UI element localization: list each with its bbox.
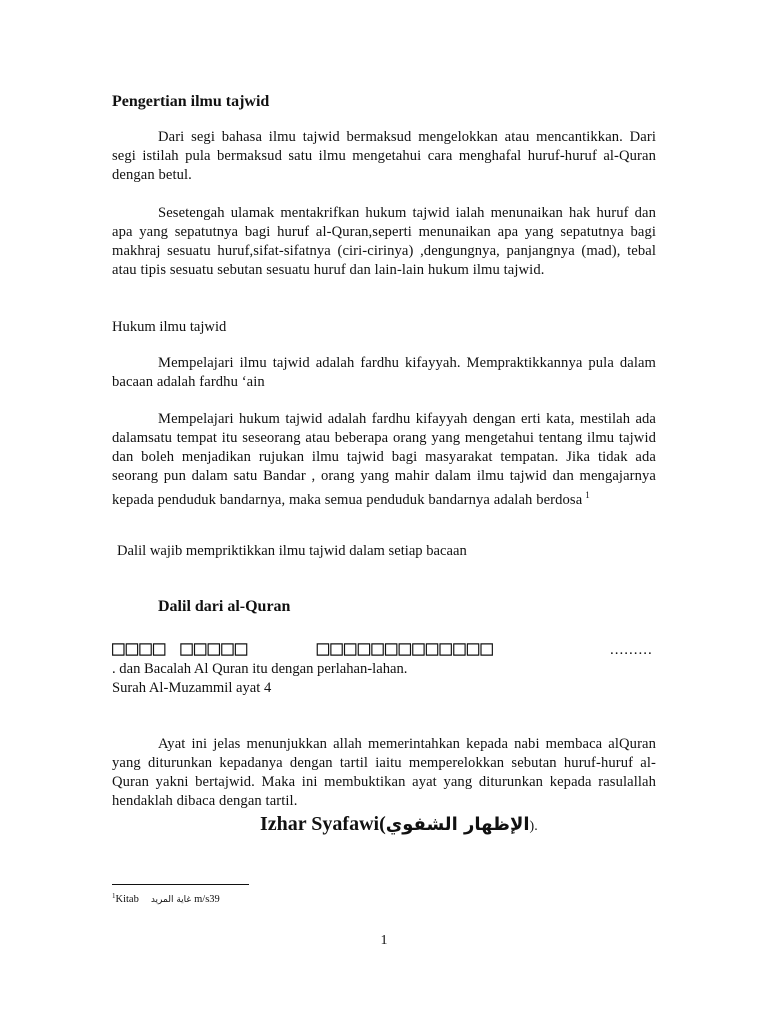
footnote-arabic-title: غاية المريد [150, 895, 192, 905]
footnote-separator [112, 884, 249, 885]
izhar-tail: ). [529, 819, 538, 834]
paragraph-hukum-detail [112, 410, 656, 510]
paragraph-ulamak: Sesetengah ulamak mentakrifkan hukum tajwid ialah menunaikan hak huruf dan apa yang sepatutnya bagi huruf al-Quran,seperti menunaikan apa yang sepatutnya bagi makhraj sesuatu huruf,sifat-sifatnya (ciri-cirinya) ,dengungnya, panjangnya (mad), tebal atau tipis sesuatu sebutan sesuatu huruf dan lain-lain hukum ilmu tajwid. [112, 205, 656, 278]
footnote-page: m/s39 [194, 894, 220, 905]
heading-pengertian: Pengertian ilmu tajwid [112, 93, 270, 110]
paragraph-hukum-detail-text: Mempelajari hukum tajwid adalah fardhu kifayyah dengan erti kata, mestilah ada dalamsatu tempat itu seseorang atau beberapa orang yang mengetahui tentang ilmu tajwid dan boleh menjadikan rujukan ilmu tajwid bagi masyarakat tempatan. Jika tidak ada seorang pun dalam satu Bandar , orang yang mahir dalam ilmu tajwid dan mengajarnya kepada penduduk bandarnya, maka semua penduduk bandarnya adalah berdosa [112, 411, 656, 508]
heading-dalil: Dalil dari al-Quran [158, 598, 291, 615]
izhar-latin: Izhar Syafawi( [260, 813, 386, 835]
paragraph-ayat-explanation: Ayat ini jelas menunjukkan allah memerintahkan kepada nabi membaca alQuran yang diturunkan kepadanya dengan tartil iaitu memperelokkan sebutan huruf-huruf al-Quran yakni bertajwid. Maka ini membuktikan ayat yang diturunkan kepada rasulallah hendaklah dibaca dengan tartil. [112, 736, 656, 809]
footnote [112, 889, 220, 907]
verse-translation: . dan Bacalah Al Quran itu dengan perlahan-lahan. [112, 661, 408, 677]
izhar-arabic: الإظهار الشفوي [385, 814, 530, 835]
footnote-reference: 1 [585, 490, 590, 500]
dalil-wajib-line: Dalil wajib mempriktikkan ilmu tajwid dalam setiap bacaan [117, 543, 467, 559]
paragraph-hukum-kifayyah: Mempelajari ilmu tajwid adalah fardhu kifayyah. Mempraktikkannya pula dalam bacaan adalah fardhu ‘ain [112, 355, 656, 390]
quran-verse-placeholder: □□□□ □□□□□ □□□□□□□□□□□□□ [112, 636, 495, 660]
footnote-number: 1 [112, 892, 116, 900]
footnote-label: Kitab [115, 894, 139, 905]
verse-ellipsis: ......... [610, 642, 653, 658]
paragraph-definition: Dari segi bahasa ilmu tajwid bermaksud mengelokkan atau mencantikkan. Dari segi istilah pula bermaksud satu ilmu mengetahui cara menghafal huruf-huruf al-Quran dengan betul. [112, 129, 656, 183]
page-number: 1 [380, 933, 388, 948]
subheading-hukum: Hukum ilmu tajwid [112, 319, 227, 335]
izhar-syafawi-heading [260, 812, 538, 839]
surah-reference: Surah Al-Muzammil ayat 4 [112, 680, 272, 696]
